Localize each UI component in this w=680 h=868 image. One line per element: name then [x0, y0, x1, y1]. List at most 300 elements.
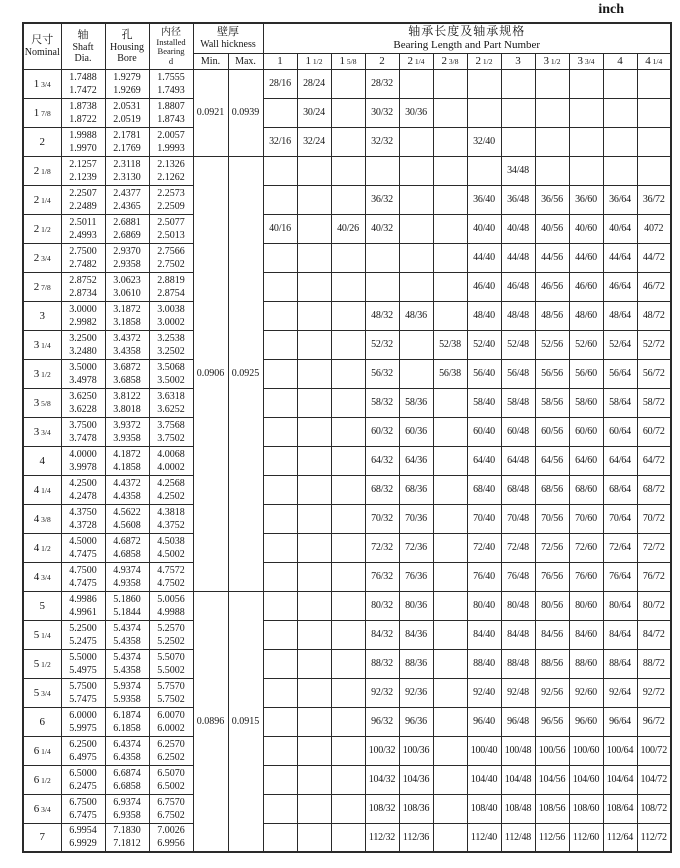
cell-part-number: 60/40 — [467, 417, 501, 446]
cell-nominal: 2 7/8 — [23, 272, 61, 301]
cell-empty — [433, 272, 467, 301]
cell-housing-bore: 2.1781 2.1769 — [105, 127, 149, 156]
cell-empty — [399, 127, 433, 156]
cell-nominal: 6 3/4 — [23, 794, 61, 823]
table-row — [23, 243, 671, 272]
cell-part-number: 4072 — [637, 214, 671, 243]
col-header-length-2: 2 — [365, 53, 399, 69]
cell-shaft-dia: 5.5000 5.4975 — [61, 649, 105, 678]
cell-empty — [331, 156, 365, 185]
cell-part-number: 52/32 — [365, 330, 399, 359]
cell-part-number: 92/64 — [603, 678, 637, 707]
installed-label-en3: d — [168, 55, 174, 66]
wall-label-zh: 壁厚 — [217, 26, 239, 39]
cell-installed-bearing: 5.5070 5.5002 — [149, 649, 193, 678]
cell-empty — [263, 504, 297, 533]
cell-empty — [297, 562, 331, 591]
cell-part-number: 76/56 — [535, 562, 569, 591]
col-header-length-2-1-4: 2 1/4 — [399, 53, 433, 69]
cell-empty — [433, 98, 467, 127]
cell-housing-bore: 3.0623 3.0610 — [105, 272, 149, 301]
cell-nominal: 7 — [23, 823, 61, 852]
cell-empty — [331, 359, 365, 388]
cell-installed-bearing: 3.5068 3.5002 — [149, 359, 193, 388]
cell-nominal: 1 3/4 — [23, 69, 61, 98]
cell-part-number: 92/60 — [569, 678, 603, 707]
cell-empty — [637, 156, 671, 185]
cell-empty — [433, 185, 467, 214]
cell-part-number: 48/64 — [603, 301, 637, 330]
cell-part-number: 52/60 — [569, 330, 603, 359]
cell-housing-bore: 4.6872 4.6858 — [105, 533, 149, 562]
cell-nominal: 2 1/8 — [23, 156, 61, 185]
cell-part-number: 112/64 — [603, 823, 637, 852]
cell-part-number: 104/64 — [603, 765, 637, 794]
cell-shaft-dia: 1.9988 1.9970 — [61, 127, 105, 156]
installed-label-en1: Installed — [156, 36, 186, 47]
cell-empty — [297, 765, 331, 794]
cell-empty — [501, 98, 535, 127]
cell-empty — [331, 69, 365, 98]
cell-part-number: 44/64 — [603, 243, 637, 272]
cell-empty — [263, 794, 297, 823]
cell-part-number: 92/72 — [637, 678, 671, 707]
col-header-wall-thickness — [193, 23, 263, 53]
cell-empty — [263, 446, 297, 475]
cell-part-number: 68/48 — [501, 475, 535, 504]
cell-empty — [263, 185, 297, 214]
col-header-max: Max. — [228, 53, 263, 69]
cell-empty — [263, 678, 297, 707]
cell-part-number: 112/60 — [569, 823, 603, 852]
cell-empty — [433, 301, 467, 330]
cell-part-number: 108/72 — [637, 794, 671, 823]
cell-empty — [603, 156, 637, 185]
table-row — [23, 823, 671, 852]
cell-part-number: 88/60 — [569, 649, 603, 678]
cell-empty — [433, 475, 467, 504]
cell-nominal: 2 1/4 — [23, 185, 61, 214]
cell-part-number: 104/56 — [535, 765, 569, 794]
cell-part-number: 40/64 — [603, 214, 637, 243]
cell-part-number: 104/40 — [467, 765, 501, 794]
cell-part-number: 48/60 — [569, 301, 603, 330]
cell-shaft-dia: 3.0000 2.9982 — [61, 301, 105, 330]
cell-nominal: 2 — [23, 127, 61, 156]
cell-part-number: 76/64 — [603, 562, 637, 591]
col-header-housing-bore — [105, 23, 149, 69]
cell-part-number: 80/36 — [399, 591, 433, 620]
bearing-label-en: Bearing Length and Part Number — [393, 39, 541, 52]
cell-part-number: 46/40 — [467, 272, 501, 301]
cell-part-number: 100/40 — [467, 736, 501, 765]
cell-wall-max: 0.0915 — [228, 591, 263, 852]
cell-part-number: 68/60 — [569, 475, 603, 504]
cell-shaft-dia: 1.8738 1.8722 — [61, 98, 105, 127]
cell-empty — [263, 388, 297, 417]
bearing-label-zh: 轴承长度及轴承规格 — [408, 24, 526, 39]
cell-housing-bore: 6.6874 6.6858 — [105, 765, 149, 794]
cell-part-number: 52/64 — [603, 330, 637, 359]
cell-installed-bearing: 4.5038 4.5002 — [149, 533, 193, 562]
cell-part-number: 64/64 — [603, 446, 637, 475]
cell-shaft-dia: 3.7500 3.7478 — [61, 417, 105, 446]
cell-part-number: 112/40 — [467, 823, 501, 852]
cell-part-number: 52/48 — [501, 330, 535, 359]
shaft-label-en1: Shaft — [72, 41, 94, 53]
cell-part-number: 40/16 — [263, 214, 297, 243]
cell-housing-bore: 2.9370 2.9358 — [105, 243, 149, 272]
cell-empty — [297, 678, 331, 707]
cell-shaft-dia: 2.1257 2.1239 — [61, 156, 105, 185]
cell-part-number: 56/72 — [637, 359, 671, 388]
cell-part-number: 70/60 — [569, 504, 603, 533]
cell-part-number: 84/40 — [467, 620, 501, 649]
cell-part-number: 108/60 — [569, 794, 603, 823]
cell-nominal: 2 1/2 — [23, 214, 61, 243]
cell-nominal: 4 — [23, 446, 61, 475]
cell-part-number: 96/64 — [603, 707, 637, 736]
cell-empty — [297, 243, 331, 272]
cell-part-number: 60/36 — [399, 417, 433, 446]
col-header-length-4: 4 — [603, 53, 637, 69]
cell-part-number: 58/64 — [603, 388, 637, 417]
cell-part-number: 40/32 — [365, 214, 399, 243]
table-row — [23, 794, 671, 823]
cell-empty — [433, 156, 467, 185]
cell-part-number: 56/32 — [365, 359, 399, 388]
cell-installed-bearing: 5.2570 5.2502 — [149, 620, 193, 649]
cell-empty — [263, 301, 297, 330]
cell-part-number: 52/40 — [467, 330, 501, 359]
table-row — [23, 620, 671, 649]
cell-empty — [297, 330, 331, 359]
cell-empty — [399, 214, 433, 243]
cell-part-number: 96/48 — [501, 707, 535, 736]
cell-empty — [297, 620, 331, 649]
table-row — [23, 649, 671, 678]
cell-shaft-dia: 6.0000 5.9975 — [61, 707, 105, 736]
cell-empty — [263, 765, 297, 794]
cell-empty — [297, 794, 331, 823]
cell-empty — [331, 127, 365, 156]
cell-part-number: 36/72 — [637, 185, 671, 214]
cell-part-number: 72/72 — [637, 533, 671, 562]
cell-part-number: 88/72 — [637, 649, 671, 678]
cell-empty — [433, 388, 467, 417]
table-row — [23, 272, 671, 301]
table-row — [23, 98, 671, 127]
cell-nominal: 4 1/2 — [23, 533, 61, 562]
cell-empty — [331, 765, 365, 794]
cell-empty — [433, 620, 467, 649]
cell-part-number: 112/72 — [637, 823, 671, 852]
cell-wall-min: 0.0906 — [193, 156, 228, 591]
cell-part-number: 64/48 — [501, 446, 535, 475]
cell-nominal: 5 — [23, 591, 61, 620]
cell-part-number: 70/32 — [365, 504, 399, 533]
cell-part-number: 44/56 — [535, 243, 569, 272]
cell-empty — [297, 475, 331, 504]
cell-shaft-dia: 3.6250 3.6228 — [61, 388, 105, 417]
cell-housing-bore: 3.9372 3.9358 — [105, 417, 149, 446]
cell-nominal: 5 1/4 — [23, 620, 61, 649]
cell-part-number: 60/60 — [569, 417, 603, 446]
cell-part-number: 44/40 — [467, 243, 501, 272]
cell-part-number: 64/32 — [365, 446, 399, 475]
cell-housing-bore: 2.6881 2.6869 — [105, 214, 149, 243]
table-row — [23, 504, 671, 533]
table-row — [23, 417, 671, 446]
cell-installed-bearing: 1.8807 1.8743 — [149, 98, 193, 127]
cell-part-number: 96/36 — [399, 707, 433, 736]
cell-part-number: 68/32 — [365, 475, 399, 504]
cell-part-number: 96/72 — [637, 707, 671, 736]
cell-part-number: 32/40 — [467, 127, 501, 156]
cell-empty — [297, 446, 331, 475]
cell-housing-bore: 3.6872 3.6858 — [105, 359, 149, 388]
cell-installed-bearing: 6.7570 6.7502 — [149, 794, 193, 823]
cell-part-number: 46/56 — [535, 272, 569, 301]
cell-nominal: 3 — [23, 301, 61, 330]
cell-installed-bearing: 4.7572 4.7502 — [149, 562, 193, 591]
cell-nominal: 6 1/2 — [23, 765, 61, 794]
cell-part-number: 112/36 — [399, 823, 433, 852]
cell-empty — [331, 707, 365, 736]
cell-part-number: 40/60 — [569, 214, 603, 243]
cell-empty — [365, 156, 399, 185]
cell-empty — [535, 156, 569, 185]
housing-label-zh: 孔 — [121, 28, 133, 41]
cell-part-number: 28/32 — [365, 69, 399, 98]
cell-empty — [331, 98, 365, 127]
cell-empty — [433, 127, 467, 156]
cell-part-number: 58/56 — [535, 388, 569, 417]
cell-installed-bearing: 5.0056 4.9988 — [149, 591, 193, 620]
cell-part-number: 108/64 — [603, 794, 637, 823]
cell-part-number: 64/72 — [637, 446, 671, 475]
cell-empty — [331, 446, 365, 475]
cell-installed-bearing: 4.0068 4.0002 — [149, 446, 193, 475]
cell-empty — [365, 272, 399, 301]
cell-part-number: 84/48 — [501, 620, 535, 649]
cell-part-number: 58/32 — [365, 388, 399, 417]
cell-installed-bearing: 2.1326 2.1262 — [149, 156, 193, 185]
cell-part-number: 100/60 — [569, 736, 603, 765]
cell-part-number: 28/24 — [297, 69, 331, 98]
cell-installed-bearing: 2.0057 1.9993 — [149, 127, 193, 156]
col-header-length-1-5-8: 1 5/8 — [331, 53, 365, 69]
cell-part-number: 52/56 — [535, 330, 569, 359]
cell-empty — [399, 272, 433, 301]
table-row — [23, 678, 671, 707]
cell-empty — [331, 388, 365, 417]
cell-part-number: 36/56 — [535, 185, 569, 214]
cell-part-number: 48/32 — [365, 301, 399, 330]
cell-installed-bearing: 6.5070 6.5002 — [149, 765, 193, 794]
table-body — [23, 69, 671, 852]
cell-installed-bearing: 3.0038 3.0002 — [149, 301, 193, 330]
shaft-label-en2: Dia. — [74, 52, 92, 64]
cell-empty — [569, 156, 603, 185]
cell-part-number: 76/72 — [637, 562, 671, 591]
cell-shaft-dia: 5.2500 5.2475 — [61, 620, 105, 649]
cell-empty — [365, 243, 399, 272]
table-row — [23, 156, 671, 185]
cell-empty — [331, 504, 365, 533]
cell-empty — [399, 156, 433, 185]
cell-empty — [297, 504, 331, 533]
cell-installed-bearing: 3.2538 3.2502 — [149, 330, 193, 359]
cell-empty — [569, 69, 603, 98]
cell-wall-min: 0.0896 — [193, 591, 228, 852]
cell-nominal: 4 3/8 — [23, 504, 61, 533]
col-header-length-4-1-4: 4 1/4 — [637, 53, 671, 69]
nominal-label-zh: 尺寸 — [31, 34, 54, 47]
cell-empty — [501, 69, 535, 98]
cell-part-number: 52/38 — [433, 330, 467, 359]
cell-housing-bore: 3.1872 3.1858 — [105, 301, 149, 330]
cell-empty — [331, 417, 365, 446]
cell-part-number: 30/32 — [365, 98, 399, 127]
cell-shaft-dia: 4.7500 4.7475 — [61, 562, 105, 591]
cell-part-number: 60/72 — [637, 417, 671, 446]
cell-empty — [263, 417, 297, 446]
col-header-length-2-1-2: 2 1/2 — [467, 53, 501, 69]
cell-empty — [297, 533, 331, 562]
cell-part-number: 80/56 — [535, 591, 569, 620]
cell-empty — [297, 823, 331, 852]
cell-part-number: 108/40 — [467, 794, 501, 823]
cell-part-number: 32/32 — [365, 127, 399, 156]
col-header-length-1: 1 — [263, 53, 297, 69]
cell-empty — [297, 591, 331, 620]
col-header-shaft-dia — [61, 23, 105, 69]
cell-part-number: 68/56 — [535, 475, 569, 504]
cell-empty — [467, 156, 501, 185]
cell-part-number: 80/64 — [603, 591, 637, 620]
cell-empty — [263, 272, 297, 301]
cell-empty — [297, 301, 331, 330]
installed-label-en2: Bearing — [157, 46, 185, 56]
unit-label: inch — [598, 2, 624, 17]
cell-empty — [263, 649, 297, 678]
cell-part-number: 58/48 — [501, 388, 535, 417]
cell-part-number: 64/36 — [399, 446, 433, 475]
cell-part-number: 84/60 — [569, 620, 603, 649]
cell-shaft-dia: 6.5000 6.2475 — [61, 765, 105, 794]
cell-empty — [297, 272, 331, 301]
cell-part-number: 56/38 — [433, 359, 467, 388]
table-row — [23, 388, 671, 417]
cell-housing-bore: 4.1872 4.1858 — [105, 446, 149, 475]
cell-part-number: 88/56 — [535, 649, 569, 678]
table-row — [23, 359, 671, 388]
cell-part-number: 108/56 — [535, 794, 569, 823]
cell-part-number: 100/56 — [535, 736, 569, 765]
cell-part-number: 46/72 — [637, 272, 671, 301]
table-row — [23, 533, 671, 562]
cell-part-number: 88/48 — [501, 649, 535, 678]
cell-part-number: 68/40 — [467, 475, 501, 504]
cell-part-number: 28/16 — [263, 69, 297, 98]
cell-part-number: 40/48 — [501, 214, 535, 243]
cell-empty — [433, 417, 467, 446]
cell-part-number: 96/60 — [569, 707, 603, 736]
cell-empty — [297, 417, 331, 446]
cell-part-number: 84/56 — [535, 620, 569, 649]
cell-part-number: 44/48 — [501, 243, 535, 272]
cell-part-number: 68/64 — [603, 475, 637, 504]
cell-part-number: 88/32 — [365, 649, 399, 678]
cell-part-number: 104/36 — [399, 765, 433, 794]
cell-part-number: 80/32 — [365, 591, 399, 620]
cell-part-number: 44/72 — [637, 243, 671, 272]
cell-empty — [331, 301, 365, 330]
cell-part-number: 80/72 — [637, 591, 671, 620]
cell-part-number: 104/60 — [569, 765, 603, 794]
cell-empty — [467, 69, 501, 98]
cell-housing-bore: 2.0531 2.0519 — [105, 98, 149, 127]
col-header-length-3: 3 — [501, 53, 535, 69]
cell-empty — [263, 359, 297, 388]
cell-housing-bore: 7.1830 7.1812 — [105, 823, 149, 852]
cell-empty — [433, 591, 467, 620]
cell-shaft-dia: 6.2500 6.4975 — [61, 736, 105, 765]
cell-part-number: 40/40 — [467, 214, 501, 243]
cell-part-number: 56/40 — [467, 359, 501, 388]
cell-shaft-dia: 2.5011 2.4993 — [61, 214, 105, 243]
table-row — [23, 736, 671, 765]
cell-empty — [535, 98, 569, 127]
cell-part-number: 30/24 — [297, 98, 331, 127]
cell-part-number: 84/72 — [637, 620, 671, 649]
table-row — [23, 591, 671, 620]
cell-part-number: 88/36 — [399, 649, 433, 678]
col-header-length-3-3-4: 3 3/4 — [569, 53, 603, 69]
col-header-min: Min. — [193, 53, 228, 69]
cell-empty — [331, 649, 365, 678]
cell-nominal: 5 3/4 — [23, 678, 61, 707]
cell-shaft-dia: 4.9986 4.9961 — [61, 591, 105, 620]
cell-empty — [433, 446, 467, 475]
cell-empty — [297, 388, 331, 417]
col-header-length-3-1-2: 3 1/2 — [535, 53, 569, 69]
cell-part-number: 72/48 — [501, 533, 535, 562]
cell-part-number: 72/36 — [399, 533, 433, 562]
cell-empty — [263, 736, 297, 765]
cell-installed-bearing: 2.8819 2.8754 — [149, 272, 193, 301]
cell-shaft-dia: 2.7500 2.7482 — [61, 243, 105, 272]
cell-part-number: 36/48 — [501, 185, 535, 214]
cell-empty — [603, 69, 637, 98]
cell-part-number: 60/56 — [535, 417, 569, 446]
cell-empty — [433, 823, 467, 852]
table-row — [23, 765, 671, 794]
cell-part-number: 96/40 — [467, 707, 501, 736]
cell-installed-bearing: 1.7555 1.7493 — [149, 69, 193, 98]
cell-part-number: 36/64 — [603, 185, 637, 214]
cell-empty — [297, 649, 331, 678]
header-row-top — [23, 23, 671, 53]
cell-empty — [399, 330, 433, 359]
cell-part-number: 76/40 — [467, 562, 501, 591]
cell-empty — [501, 127, 535, 156]
cell-part-number: 32/16 — [263, 127, 297, 156]
cell-empty — [569, 98, 603, 127]
cell-part-number: 60/32 — [365, 417, 399, 446]
cell-empty — [297, 214, 331, 243]
